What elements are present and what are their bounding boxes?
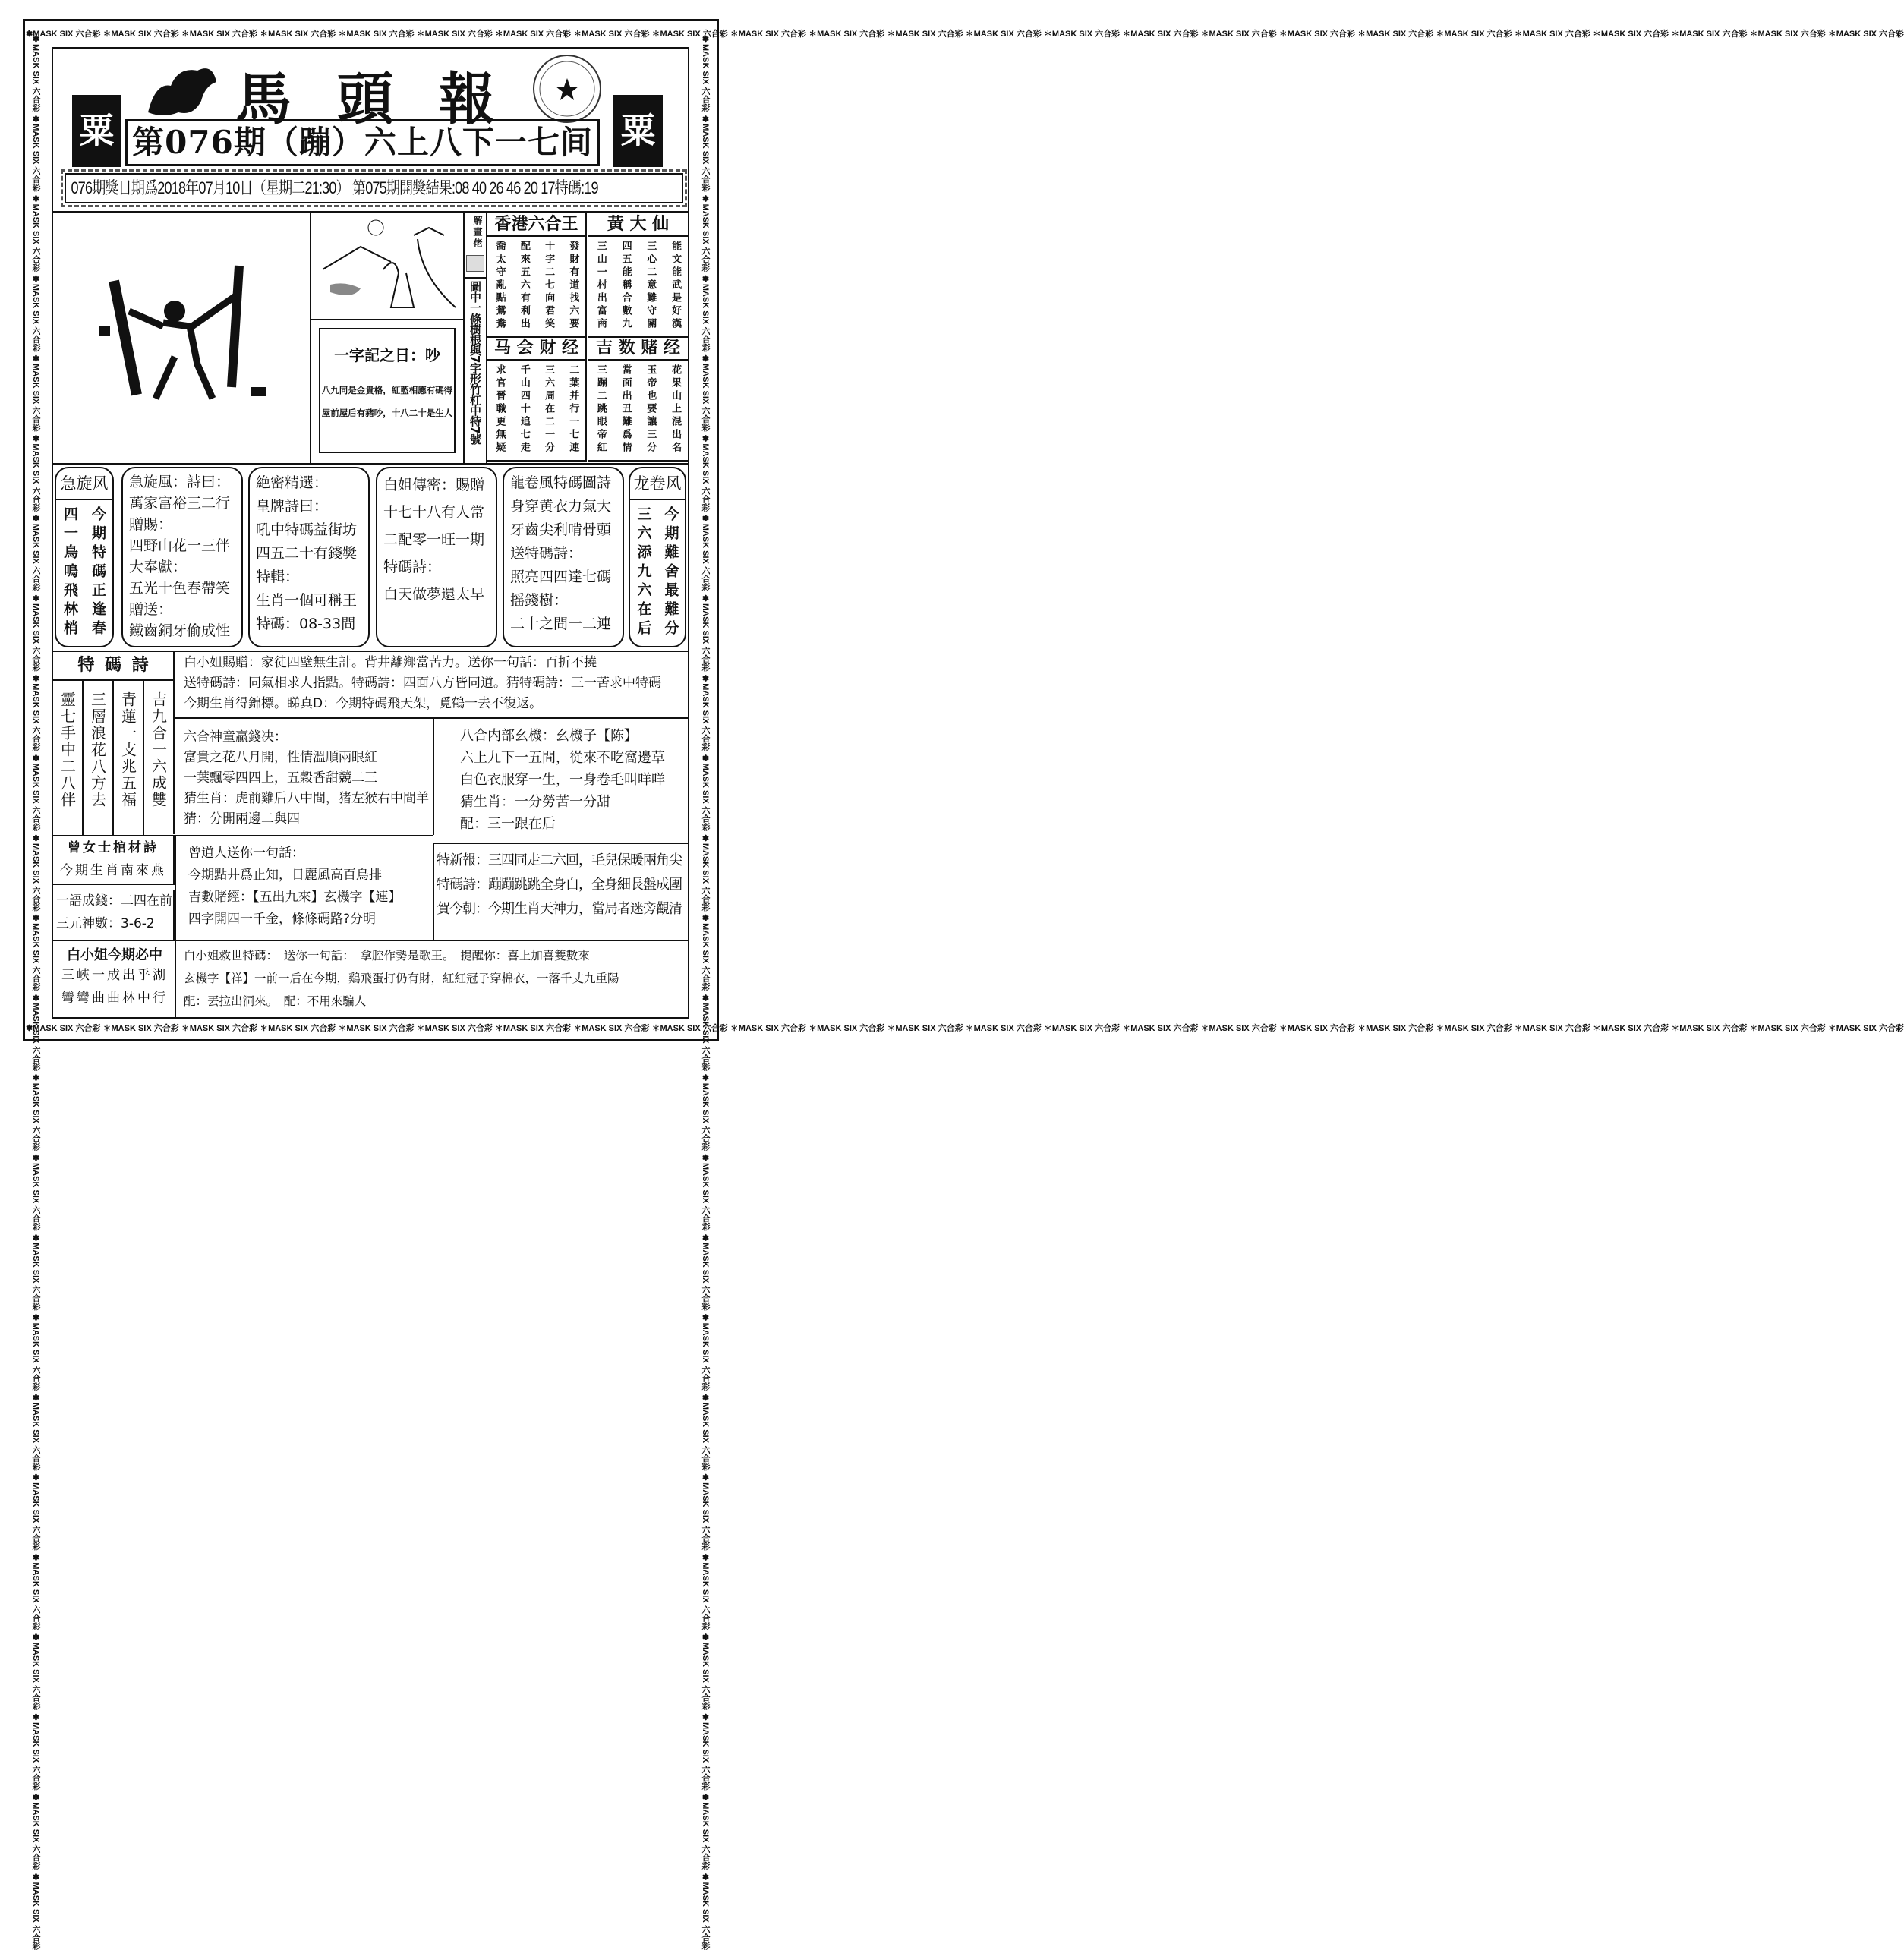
vertical-column: 三心二意難守關 [645, 241, 657, 331]
longjuanfeng-title: 龙卷风 [630, 468, 685, 500]
text-line: 白小姐賜贈：家徒四壁無生計。背井離鄉當苦力。送你一句話：百折不撓 [184, 655, 597, 670]
strip-top-label: 解畫佬 [472, 216, 483, 250]
draw-date-box [65, 173, 683, 203]
text-line: 送特碼詩：同氣相求人指點。特碼詩：四面八方皆同道。猜特碼詩：三一苦求中特碼 [184, 676, 661, 691]
poem-line: 四野山花一三伴 [129, 537, 231, 554]
poem-line: 五光十色春帶笑 [129, 580, 231, 597]
poem-line: 白天做夢還太早 [383, 586, 485, 603]
bizhong-title: 白小姐今期必中 [67, 947, 162, 963]
vertical-column: 花果山上混出名 [670, 364, 682, 455]
poem-box-longjuanfeng [503, 467, 624, 647]
text-line: 白小姐救世特碼： 送你一句話： 拿腔作勢是歌王。 提醒你：喜上加喜雙數來 [184, 949, 590, 962]
yiyu-line: 三元神數：3-6-2 [56, 916, 155, 931]
poem-line: 皇牌詩曰： [256, 498, 329, 515]
vertical-column: 千山四十追七走 [518, 364, 530, 455]
text-line: 白色衣服穿一生，一身卷毛叫咩咩 [460, 772, 665, 788]
yiyu-panel [56, 890, 175, 940]
poem-line: 身穿黄衣力氣大 [510, 498, 612, 515]
riddle-line: 屋前屋后有豬吵，十八二十是生人 [321, 408, 453, 418]
poem-line: 牙齒尖利啃骨頭 [510, 521, 612, 538]
vertical-column: 三六周在二一分 [543, 364, 555, 455]
riddle-heading: 一字記之日：吵 [334, 346, 440, 364]
temashi-panel [53, 652, 175, 834]
texinbao-text [437, 849, 682, 921]
vertical-column: 玉帝也要讓三分 [645, 364, 657, 455]
text-line: 一葉飄零四四上，五穀香甜競二三 [184, 770, 377, 786]
poem-line: 二配零一旺一期 [383, 531, 485, 548]
zengnvshi-panel [53, 836, 175, 885]
poem-line: 二十之間一二連 [510, 616, 612, 632]
jiushi-text [184, 944, 619, 1013]
text-line: 猜生肖：一分勞苦一分甜 [460, 794, 610, 810]
poem-line: 四五二十有錢獎 [256, 545, 358, 562]
zengdaoren-text [188, 843, 402, 931]
text-line: 吉數賭經：【五出九來】玄機字【連】 [188, 890, 402, 905]
divider [52, 940, 689, 941]
vertical-column: 靈七手中二八伴 [58, 691, 77, 808]
riddle-line: 八九同是金貴格，紅藍相應有碼得 [321, 385, 453, 395]
divider [463, 211, 465, 463]
grid-title: 黃 大 仙 [588, 213, 688, 237]
vertical-column: 配來五六有利出 [518, 241, 530, 331]
text-line: 今期生肖得錦標。睇真D：今期特碼飛天架，覓鶴一去不復返。 [184, 696, 543, 711]
vertical-column: 喬太守亂點鴛鴦 [493, 241, 506, 331]
poem-box-baijie [376, 467, 497, 647]
poem-line: 急旋風：詩曰： [129, 474, 231, 490]
neibu-text [460, 725, 665, 835]
bizhong-line: 三峽一成出乎湖 [61, 968, 168, 983]
text-line: 配：三一跟在后 [460, 816, 556, 832]
temashi-title: 特 碼 詩 [53, 652, 173, 681]
jixuanfeng-title: 急旋风 [56, 468, 112, 500]
divider [310, 211, 311, 463]
riddle-box [319, 328, 456, 453]
text-line: 四字開四一千金，條條碼路?分明 [188, 912, 377, 927]
vertical-column: 求官晉職更無疑 [493, 364, 506, 455]
divider [52, 463, 689, 465]
official-seal [531, 53, 604, 125]
zengnvshi-line: 今期生肖南來燕 [60, 863, 166, 878]
poem-line: 萬家富裕三二行 [129, 495, 231, 512]
text-line: 富貴之花八月開，性情溫順兩眼紅 [184, 750, 377, 765]
poem-line: 贈賜： [129, 516, 173, 533]
scholar-illustration [315, 216, 459, 315]
text-line: 曾道人送你一句話： [188, 846, 304, 861]
fortune-grid [588, 213, 688, 338]
divider [310, 319, 463, 320]
poem-line: 絶密精選： [256, 474, 329, 491]
stamp-icon [466, 255, 484, 272]
divider [175, 835, 176, 1017]
newspaper-title: 馬頭報 [235, 67, 541, 132]
horse-illustration [140, 59, 224, 120]
poem-line: 吼中特碼益街坊 [256, 521, 358, 538]
vertical-column: 三蹦二跳眼帝紅 [594, 364, 607, 455]
text-line: 猜生肖：虎前雞后八中間，猪左猴右中間羊 [184, 791, 429, 806]
zengnvshi-title: 曾女士棺材詩 [68, 840, 159, 855]
poem-line: 特碼詩： [383, 559, 442, 575]
text-line: 賀今朝：今期生肖天神力，當局者迷旁觀清 [437, 901, 682, 917]
border-strip-right: ✽MASK SIX 六合彩 ✽MASK SIX 六合彩 ✽MASK SIX 六合彩 ✽MASK SIX 六合彩 ✽MASK SIX 六合彩 ✽MASK SIX 六合彩 ✽MASK SIX 六合彩 ✽MASK SIX 六合彩 ✽MASK SIX 六合彩 ✽MASK SIX 六合彩 ✽MASK SIX 六合彩 ✽MASK SIX 六合彩 ✽MASK SIX 六合彩 ✽MASK SIX 六合彩 ✽MASK SIX 六合彩 ✽MASK SIX 六合彩 ✽MASK SIX 六合彩 ✽MASK SIX 六合彩 ✽MASK SIX 六合彩 ✽MASK SIX 六合彩 ✽MASK SIX 六合彩 ✽MASK SIX 六合彩 ✽MASK SIX 六合彩 ✽MASK SIX 六合彩 [701, 34, 710, 1950]
issue-banner: 第076期（蹦）六上八下一七间 [125, 119, 600, 166]
border-strip-left: ✽MASK SIX 六合彩 ✽MASK SIX 六合彩 ✽MASK SIX 六合彩 ✽MASK SIX 六合彩 ✽MASK SIX 六合彩 ✽MASK SIX 六合彩 ✽MASK SIX 六合彩 ✽MASK SIX 六合彩 ✽MASK SIX 六合彩 ✽MASK SIX 六合彩 ✽MASK SIX 六合彩 ✽MASK SIX 六合彩 ✽MASK SIX 六合彩 ✽MASK SIX 六合彩 ✽MASK SIX 六合彩 ✽MASK SIX 六合彩 ✽MASK SIX 六合彩 ✽MASK SIX 六合彩 ✽MASK SIX 六合彩 ✽MASK SIX 六合彩 ✽MASK SIX 六合彩 ✽MASK SIX 六合彩 ✽MASK SIX 六合彩 ✽MASK SIX 六合彩 [31, 34, 40, 1950]
vertical-column: 二葉并行一七連 [567, 364, 579, 455]
jixuanfeng-box [55, 467, 114, 647]
divider [175, 717, 689, 719]
grid-title: 马 会 财 经 [487, 336, 585, 361]
poem-box-jixuanfeng [121, 467, 243, 647]
fortune-grid [588, 336, 688, 462]
yiyu-line: 一語成錢：二四在前 [56, 893, 172, 909]
picture-hint-text: 圖中一條樹根與7字形竹杠中特7號 [468, 281, 482, 444]
baixiaojie-text [184, 653, 661, 714]
poem-line: 贈送： [129, 601, 173, 618]
text-line: 六上九下一五間，從來不吃窩邊草 [460, 750, 665, 766]
bizhong-line: 彎彎曲曲林中行 [61, 991, 168, 1006]
border-strip-bottom: ✽MASK SIX 六合彩 ✽MASK SIX 六合彩 ✽MASK SIX 六合彩 ✽MASK SIX 六合彩 ✽MASK SIX 六合彩 ✽MASK SIX 六合彩 ✽MASK SIX 六合彩 ✽MASK SIX 六合彩 ✽MASK SIX 六合彩 ✽MASK SIX 六合彩 ✽MASK SIX 六合彩 ✽MASK SIX 六合彩 ✽MASK SIX 六合彩 ✽MASK SIX 六合彩 ✽MASK SIX 六合彩 ✽MASK SIX 六合彩 ✽MASK SIX 六合彩 ✽MASK SIX 六合彩 ✽MASK SIX 六合彩 ✽MASK SIX 六合彩 ✽MASK SIX 六合彩 ✽MASK SIX 六合彩 ✽MASK SIX 六合彩 ✽MASK SIX 六合彩 [26, 1024, 1904, 1033]
vertical-column: 青蓮一支兆五福 [112, 681, 143, 836]
vertical-column: 發財有道找六要 [567, 241, 579, 331]
text-line: 特碼詩：蹦蹦跳跳全身白，全身細長盤成團 [437, 877, 682, 893]
riddle-illustration-man-sticks [84, 243, 281, 417]
poem-line: 鐵齒銅牙偷成性 [129, 622, 231, 639]
divider [433, 717, 434, 835]
text-line: 配：丟拉出洞來。 配：不用來騙人 [184, 994, 367, 1008]
vertical-column: 三山一村出富商 [594, 241, 607, 331]
longjuanfeng-box [629, 467, 686, 647]
text-line: 玄機字【祥】一前一后在今期，鷄飛蛋打仍有財，紅紅冠子穿棉衣，一落千丈九重陽 [184, 972, 619, 985]
poem-line: 生肖一個可稱王 [256, 592, 358, 609]
poem-line: 照亮四四達七碼 [510, 569, 612, 585]
poem-line: 龍卷風特碼圖詩 [510, 474, 612, 491]
text-line: 猜：分開兩邊二與四 [184, 811, 300, 827]
poem-line: 特碼：08-33間 [256, 616, 356, 632]
vertical-column: 十字二七向君笑 [543, 241, 555, 331]
flag-right: 粟 [613, 95, 663, 167]
vertical-column: 四五能稱合數九 [619, 241, 632, 331]
poem-line: 特輯： [256, 569, 300, 585]
text-line: 八合内部幺機：幺機子【陈】 [460, 728, 638, 744]
text-line: 特新報：三四同走二六回，毛兒保暖兩角尖 [437, 852, 682, 868]
vertical-column: 今期難舍最難分 [662, 506, 679, 639]
text-line: 今期點井爲止知，日麗風高百鳥排 [188, 868, 382, 883]
shentong-text [184, 727, 429, 830]
poem-line: 大奉獻： [129, 559, 188, 575]
poem-line: 摇錢樹： [510, 592, 569, 609]
grid-title: 吉 数 赌 经 [588, 336, 688, 361]
poem-line: 送特碼詩： [510, 545, 583, 562]
divider [463, 277, 486, 279]
poem-box-juemi [248, 467, 370, 647]
text-line: 六合神童贏錢决： [184, 729, 287, 745]
flag-left: 粟 [72, 95, 121, 167]
border-strip-top: ✽MASK SIX 六合彩 ✽MASK SIX 六合彩 ✽MASK SIX 六合彩 ✽MASK SIX 六合彩 ✽MASK SIX 六合彩 ✽MASK SIX 六合彩 ✽MASK SIX 六合彩 ✽MASK SIX 六合彩 ✽MASK SIX 六合彩 ✽MASK SIX 六合彩 ✽MASK SIX 六合彩 ✽MASK SIX 六合彩 ✽MASK SIX 六合彩 ✽MASK SIX 六合彩 ✽MASK SIX 六合彩 ✽MASK SIX 六合彩 ✽MASK SIX 六合彩 ✽MASK SIX 六合彩 ✽MASK SIX 六合彩 ✽MASK SIX 六合彩 ✽MASK SIX 六合彩 ✽MASK SIX 六合彩 ✽MASK SIX 六合彩 ✽MASK SIX 六合彩 [26, 30, 1904, 39]
fortune-grid [487, 213, 587, 338]
vertical-column: 三層浪花八方去 [82, 681, 112, 836]
fortune-grid [487, 336, 587, 462]
grid-title: 香港六合王 [487, 213, 585, 237]
draw-date-line: 076期獎日期爲2018年07月10日（星期二21:30） 第075期開獎結果:08 40 26 46 20 17特碼:19 [71, 178, 598, 197]
vertical-column: 三六添九六在后 [635, 506, 652, 639]
vertical-column: 能文能武是好漢 [670, 241, 682, 331]
vertical-column: 四一鳥鳴飛林梢 [61, 506, 78, 639]
poem-line: 白姐傳密：賜贈 [383, 477, 485, 493]
bizhong-panel [56, 944, 173, 1010]
vertical-column: 吉九合一六成雙 [143, 681, 173, 836]
vertical-column: 今期特碼正逢春 [90, 506, 106, 639]
vertical-column: 當面出丑難爲情 [619, 364, 632, 455]
poem-line: 十七十八有人常 [383, 504, 485, 521]
